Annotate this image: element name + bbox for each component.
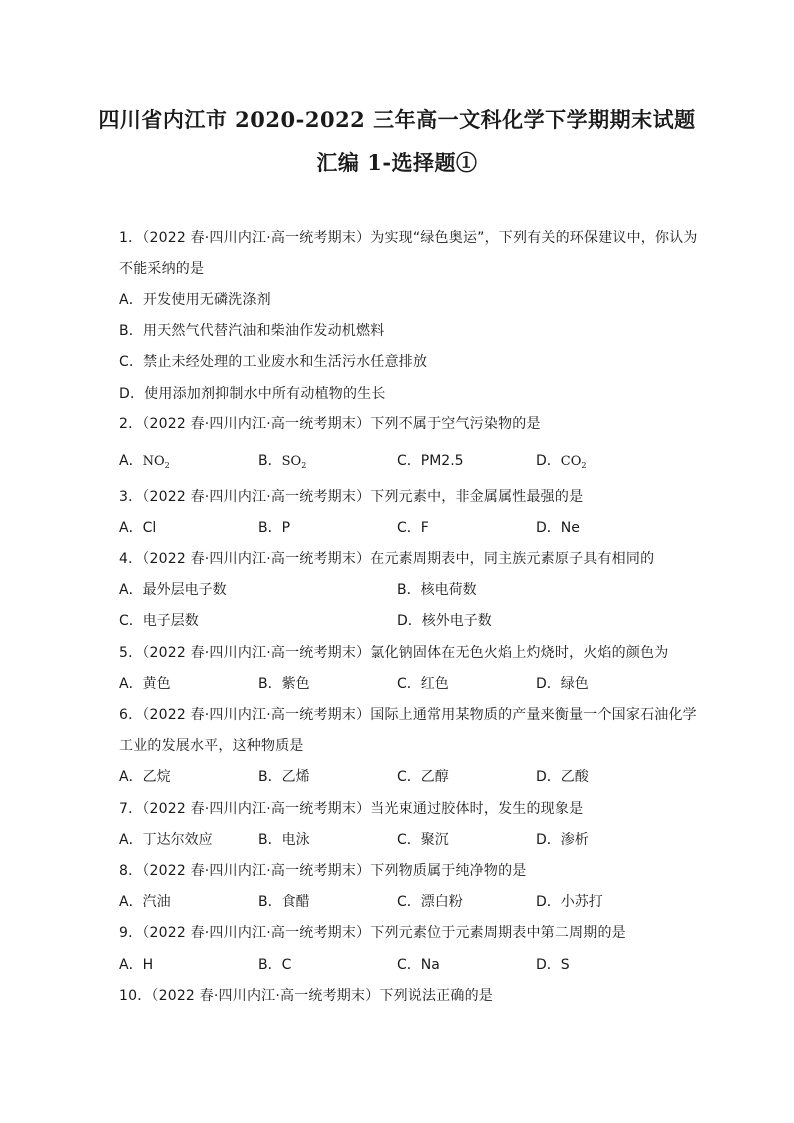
question-8-stem: 8．（2022 春·四川内江·高一统考期末）下列物质属于纯净物的是 (119, 863, 527, 879)
question-7-option-d: D．渗析 (536, 832, 589, 848)
question-8-option-c: C．漂白粉 (397, 894, 463, 910)
question-6-option-a: A．乙烷 (119, 769, 171, 785)
question-7-option-a: A．丁达尔效应 (119, 832, 213, 848)
question-8-option-a: A．汽油 (119, 894, 171, 910)
question-1-stem-line-1: 1．（2022 春·四川内江·高一统考期末）为实现“绿色奥运”，下列有关的环保建议中，你认为 (119, 230, 698, 246)
question-7-stem: 7．（2022 春·四川内江·高一统考期末）当光束通过胶体时，发生的现象是 (119, 801, 584, 817)
option-letter: D． (536, 453, 561, 469)
question-4-stem: 4．（2022 春·四川内江·高一统考期末）在元素周期表中，同主族元素原子具有相同的 (119, 551, 655, 567)
question-9-option-a: A．H (119, 957, 154, 973)
question-7-option-b: B．电泳 (258, 832, 310, 848)
question-3-option-c: C．F (397, 520, 429, 536)
question-2-option-b (258, 451, 306, 476)
question-6-option-c: C．乙醇 (397, 769, 449, 785)
document-title-line-1: 四川省内江市 2020-2022 三年高一文科化学下学期期末试题 (98, 107, 696, 132)
question-5-option-c: C．红色 (397, 676, 449, 692)
question-4-option-d: D．核外电子数 (397, 613, 492, 629)
question-2-option-d (536, 451, 586, 476)
formula-co2: $CO_2$ (560, 454, 587, 470)
question-6-stem-line-2: 工业的发展水平，这种物质是 (119, 738, 304, 754)
formula-no2: $NO_2$ (142, 454, 170, 470)
question-3-option-d: D．Ne (536, 520, 580, 536)
question-4-option-c: C．电子层数 (119, 613, 199, 629)
question-9-option-d: D．S (536, 957, 570, 973)
option-letter: A． (119, 453, 143, 469)
question-2-option-a (119, 451, 170, 476)
question-9-option-b: B．C (258, 957, 292, 973)
question-7-option-c: C．聚沉 (397, 832, 449, 848)
question-3-option-b: B．P (258, 520, 291, 536)
question-3-stem: 3．（2022 春·四川内江·高一统考期末）下列元素中，非金属属性最强的是 (119, 489, 584, 505)
question-1-option-c: C．禁止未经处理的工业废水和生活污水任意排放 (119, 354, 428, 370)
option-letter: B． (258, 453, 282, 469)
question-1-option-a: A．开发使用无磷洗涤剂 (119, 292, 271, 308)
question-3-option-a: A．Cl (119, 520, 157, 536)
question-6-option-b: B．乙烯 (258, 769, 310, 785)
question-6-stem-line-1: 6．（2022 春·四川内江·高一统考期末）国际上通常用某物质的产量来衡量一个国家石油化学 (119, 707, 697, 723)
question-8-option-d: D．小苏打 (536, 894, 603, 910)
question-4-option-b: B．核电荷数 (397, 582, 477, 598)
question-4-option-a: A．最外层电子数 (119, 582, 227, 598)
document-title-line-2: 汇编 1-选择题① (316, 150, 478, 175)
formula-so2: $SO_2$ (281, 454, 307, 470)
question-6-option-d: D．乙酸 (536, 769, 589, 785)
question-1-option-d: D．使用添加剂抑制水中所有动植物的生长 (119, 386, 386, 402)
question-5-stem: 5．（2022 春·四川内江·高一统考期末）氯化钠固体在无色火焰上灼烧时，火焰的颜色为 (119, 645, 669, 661)
question-2-stem: 2．（2022 春·四川内江·高一统考期末）下列不属于空气污染物的是 (119, 416, 541, 432)
question-1-stem-line-2: 不能采纳的是 (119, 261, 205, 277)
question-5-option-d: D．绿色 (536, 676, 589, 692)
question-5-option-b: B．紫色 (258, 676, 310, 692)
question-9-stem: 9．（2022 春·四川内江·高一统考期末）下列元素位于元素周期表中第二周期的是 (119, 925, 626, 941)
question-9-option-c: C．Na (397, 957, 440, 973)
question-8-option-b: B．食醋 (258, 894, 310, 910)
question-2-option-c: C．PM2.5 (397, 453, 464, 469)
question-10-stem: 10．（2022 春·四川内江·高一统考期末）下列说法正确的是 (119, 988, 493, 1004)
question-1-option-b: B．用天然气代替汽油和柴油作发动机燃料 (119, 323, 385, 339)
question-5-option-a: A．黄色 (119, 676, 171, 692)
